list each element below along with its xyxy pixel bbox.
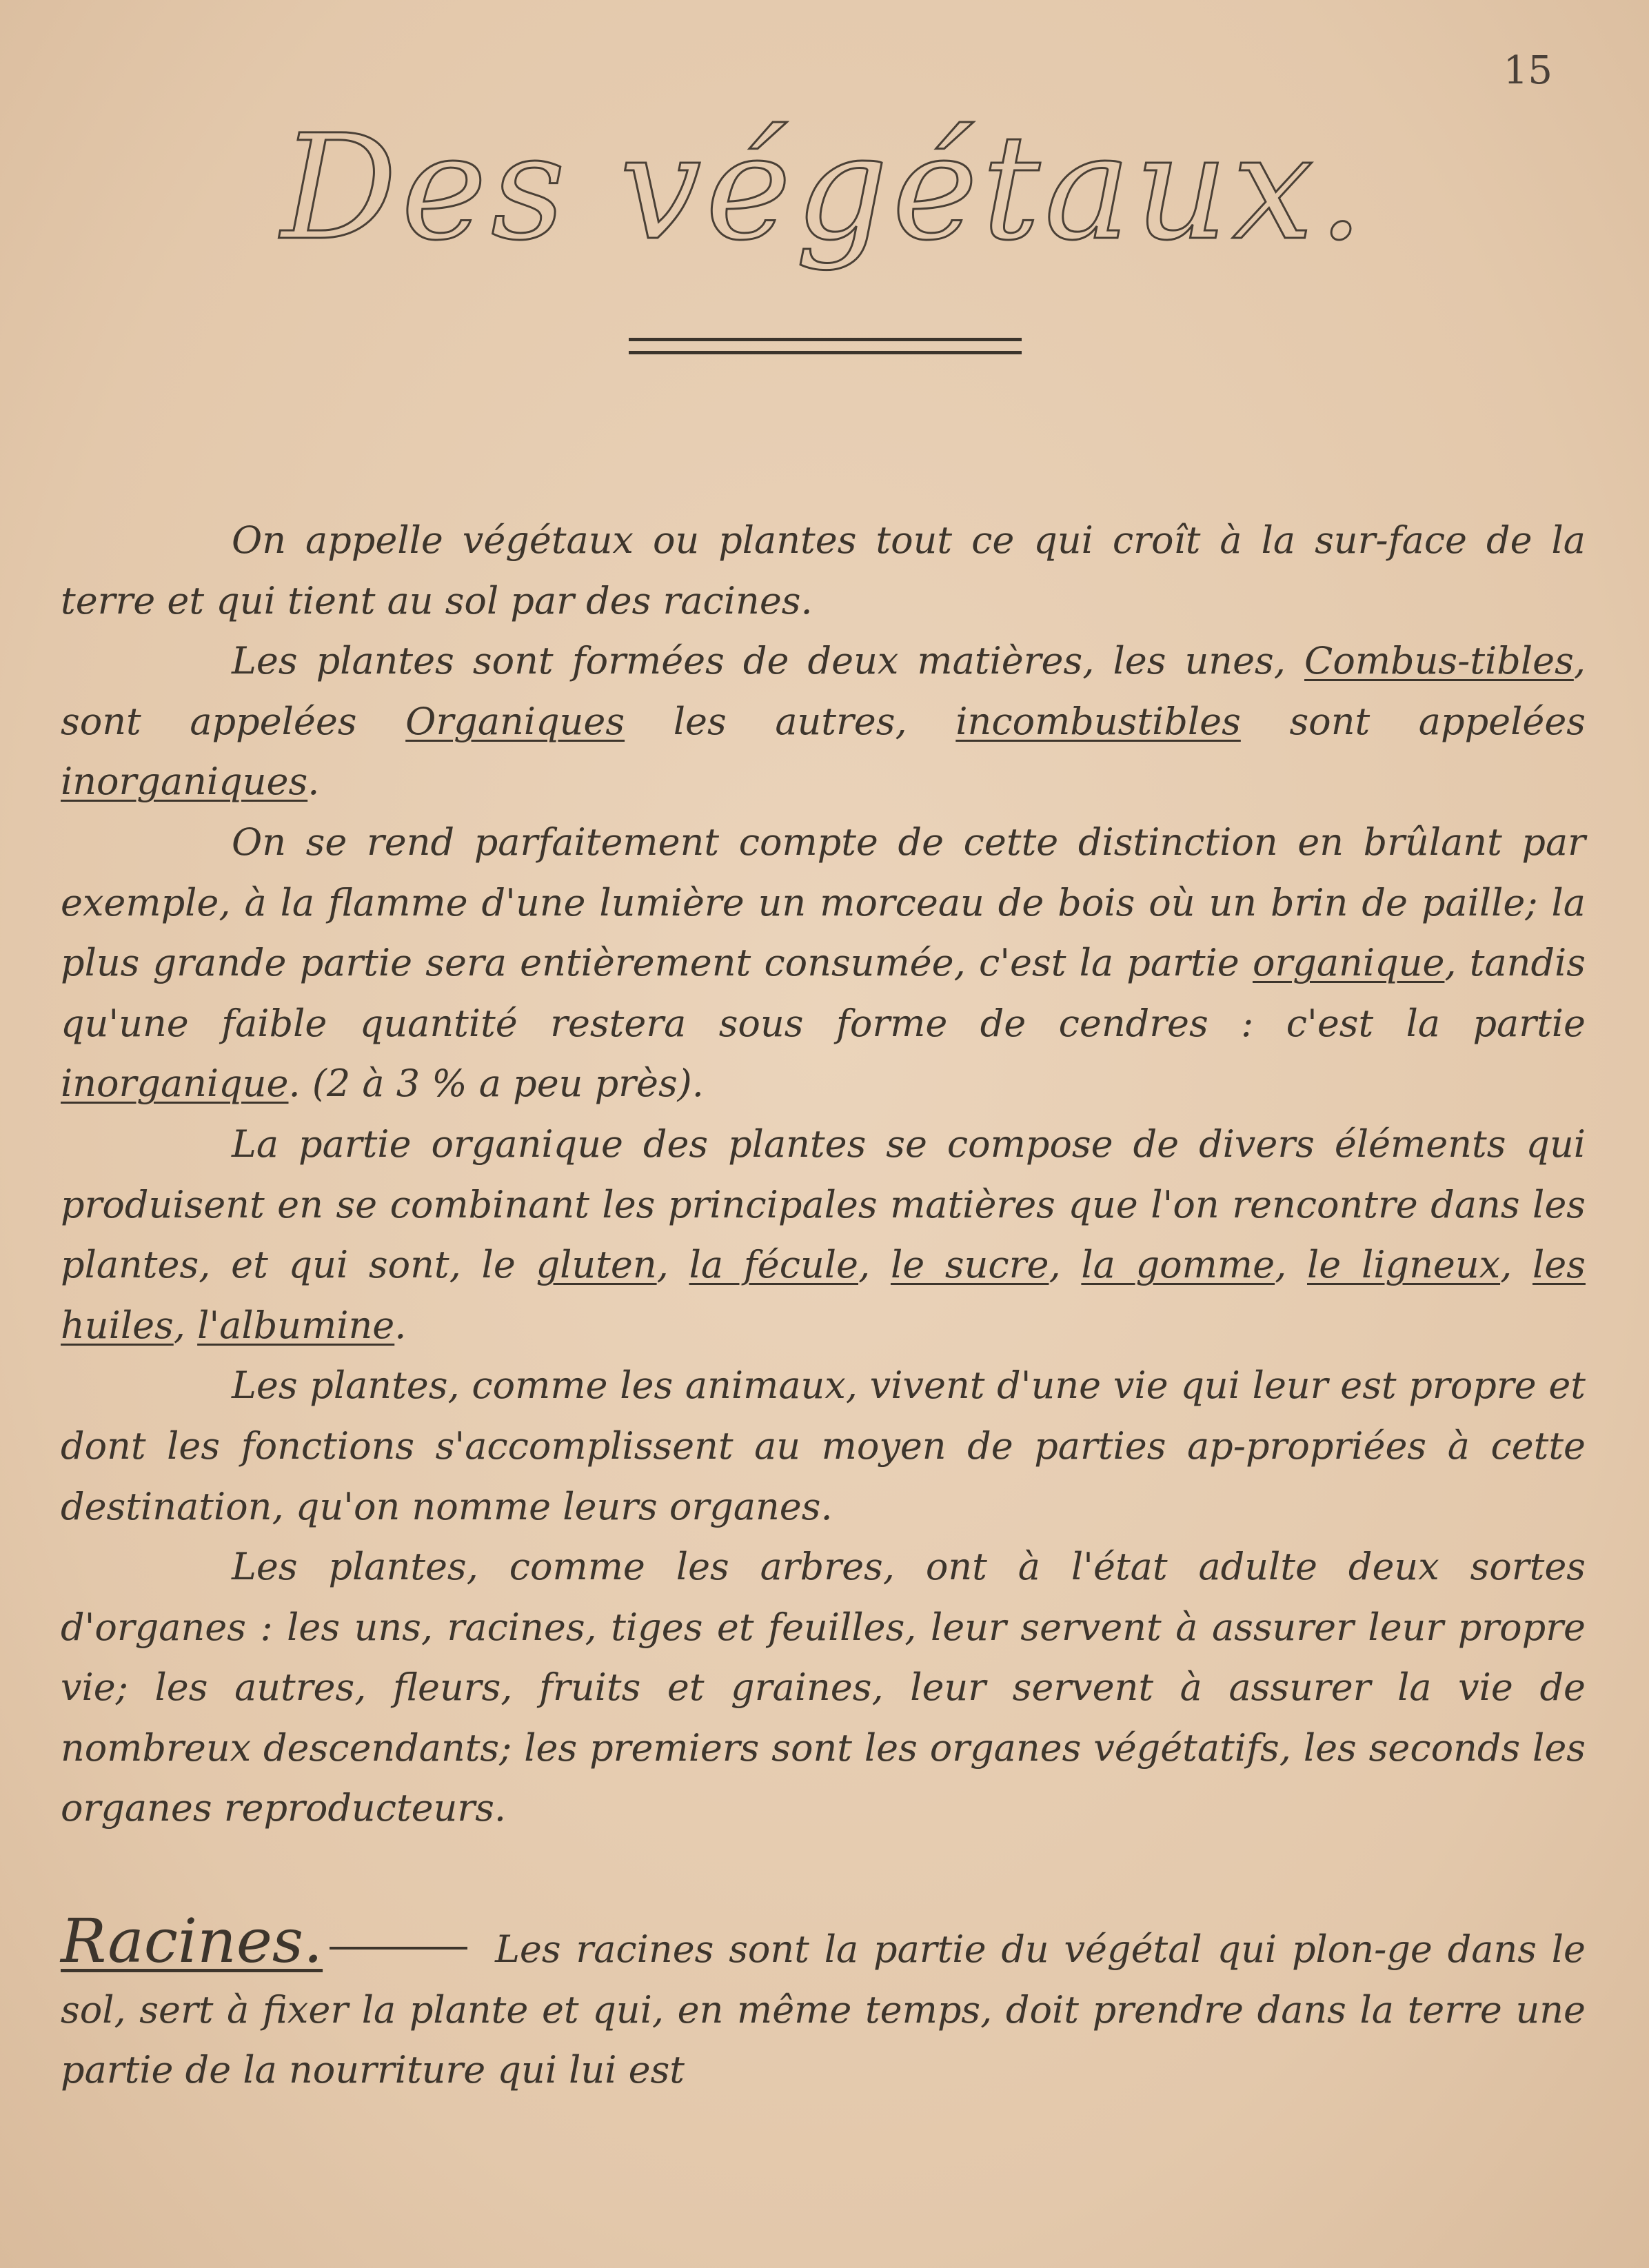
handwritten-text-body	[61, 510, 1586, 2100]
text-segment: les autres,	[625, 699, 956, 743]
separator: ,	[173, 1303, 198, 1347]
term-albumine: l'albumine	[197, 1303, 395, 1347]
paragraph-matter-types	[61, 631, 1586, 812]
text-segment: , tandis qu'une faible quantité restera sous forme de cendres : c'est la partie	[61, 941, 1586, 1045]
text-segment: .	[394, 1303, 407, 1347]
page-number: 15	[1503, 48, 1552, 93]
text-segment: On se rend parfaitement compte de cette distinction en brûlant par exemple, à la flamme d'une lumière un morceau de bois où un brin de paille; la plus grande partie sera entièrement consumée, c'est la partie	[61, 820, 1586, 985]
term-combustibles: Combus-tibles	[1304, 639, 1574, 683]
paragraph-organ-types: Les plantes, comme les arbres, ont à l'état adulte deux sortes d'organes : les uns, racines, tiges et feuilles, leur servent à assurer leur propre vie; les autres, fleurs, fruits et graines, leur servent à assurer la vie de nombreux descendants; les premiers sont les organes végétatifs, les seconds les organes reproducteurs.	[61, 1545, 1586, 1830]
page-title: Des végétaux.	[281, 103, 1368, 272]
text-segment: sont appelées	[1240, 699, 1586, 743]
separator: ,	[858, 1243, 891, 1287]
text-segment: .	[307, 760, 320, 804]
text-segment: . (2 à 3 % a peu près).	[288, 1062, 704, 1106]
term-gluten: gluten	[536, 1243, 657, 1287]
separator: ,	[1049, 1243, 1082, 1287]
text-segment: , sont appelées	[61, 639, 1586, 743]
separator: ,	[1500, 1243, 1533, 1287]
paragraph-burning-demo	[61, 812, 1586, 1114]
section-racines	[61, 1905, 1586, 2100]
term-incombustibles: incombustibles	[955, 699, 1241, 743]
heading-dash	[330, 1947, 467, 1950]
term-huiles: les huiles	[61, 1243, 1586, 1347]
term-ligneux: le ligneux	[1307, 1243, 1501, 1287]
text-segment: Les plantes sont formées de deux matières, les unes,	[232, 639, 1304, 683]
separator: ,	[1275, 1243, 1307, 1287]
term-organiques: Organiques	[405, 699, 625, 743]
paragraph-organic-elements	[61, 1114, 1586, 1355]
term-gomme: la gomme	[1081, 1243, 1275, 1287]
title-underline-rule	[629, 338, 1022, 354]
racines-text: Les racines sont la partie du végétal qui plon-ge dans le sol, sert à fixer la plante et qui, en même temps, doit prendre dans la terre une partie de la nourriture qui lui est	[61, 1927, 1586, 2092]
separator: ,	[656, 1243, 689, 1287]
term-inorganiques: inorganiques	[61, 760, 308, 804]
term-sucre: le sucre	[890, 1243, 1049, 1287]
term-inorganique: inorganique	[61, 1062, 289, 1106]
section-heading-racines: Racines.	[61, 1905, 323, 1977]
text-segment: La partie organique des plantes se compose de divers éléments qui produisent en se combinant les principales matières que l'on rencontre dans les plantes, et qui sont, le	[61, 1122, 1586, 1287]
paragraph-definition: On appelle végétaux ou plantes tout ce qui croît à la sur-face de la terre et qui tient au sol par des racines.	[61, 518, 1586, 622]
paragraph-organs: Les plantes, comme les animaux, vivent d'une vie qui leur est propre et dont les fonctions s'accomplissent au moyen de parties ap-propriées à cette destination, qu'on nomme leurs organes.	[61, 1364, 1586, 1528]
term-organique: organique	[1252, 941, 1445, 985]
term-fecule: la fécule	[689, 1243, 858, 1287]
